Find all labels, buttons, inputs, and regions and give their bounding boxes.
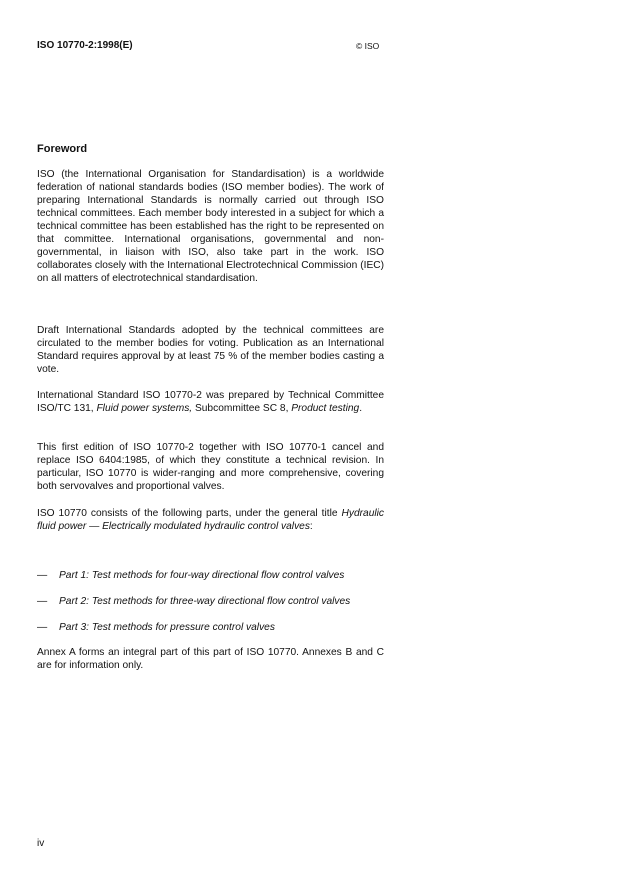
general-title: Hydraulic fluid power — Electrically modulated hydraulic control valves [37, 508, 384, 532]
text: Subcommittee SC 8, [192, 403, 292, 414]
committee-title: Fluid power systems, [96, 403, 193, 414]
text: : [309, 521, 313, 532]
text: . [359, 403, 363, 414]
dash: — [37, 622, 48, 633]
page-number: iv [37, 838, 45, 849]
section-title: Foreword [37, 143, 88, 155]
part-title: Part 2: Test methods for three-way directional flow control valves [59, 596, 351, 607]
paragraph-draft-standards: Draft International Standards adopted by the technical committees are circulated to the member bodies for voting. Publication as an International Standard requires approval by at least 75 % of the member bodies casting a vote. [37, 325, 384, 375]
paragraph-annexes: Annex A forms an integral part of this part of ISO 10770. Annexes B and C are for information only. [37, 647, 384, 671]
dash: — [37, 570, 48, 581]
part-title: Part 3: Test methods for pressure control valves [59, 622, 275, 633]
text: ISO 10770 consists of the following parts, under the general title [37, 508, 342, 519]
paragraph-intro: ISO (the International Organisation for Standardisation) is a worldwide federation of national standards bodies (ISO member bodies). The work of preparing International Standards is normally carried out through ISO technical committees. Each member body interested in a subject for which a technical committee has been established has the right to be represented on that committee. International organisations, governmental and non-governmental, in liaison with ISO, also take part in the work. ISO collaborates closely with the International Electrotechnical Commission (IEC) on all matters of electrotechnical standardisation. [37, 169, 384, 284]
copyright: © ISO [356, 41, 380, 51]
part-title: Part 1: Test methods for four-way directional flow control valves [59, 570, 345, 581]
document-id: ISO 10770-2:1998(E) [37, 40, 133, 51]
paragraph-edition: This first edition of ISO 10770-2 together with ISO 10770-1 cancel and replace ISO 6404:1985, of which they constitute a technical revision. In particular, ISO 10770 is wider-ranging and more comprehensive, covering both servovalves and proportional valves. [37, 442, 384, 492]
paragraph-parts [37, 507, 384, 533]
list-item [37, 569, 344, 582]
paragraph-prepared-by [37, 389, 384, 415]
text: International Standard ISO 10770-2 was prepared by Technical Committee ISO/TC 131, [37, 390, 384, 414]
list-item [37, 621, 275, 634]
subcommittee-title: Product testing [291, 403, 360, 414]
dash: — [37, 596, 48, 607]
list-item [37, 595, 350, 608]
